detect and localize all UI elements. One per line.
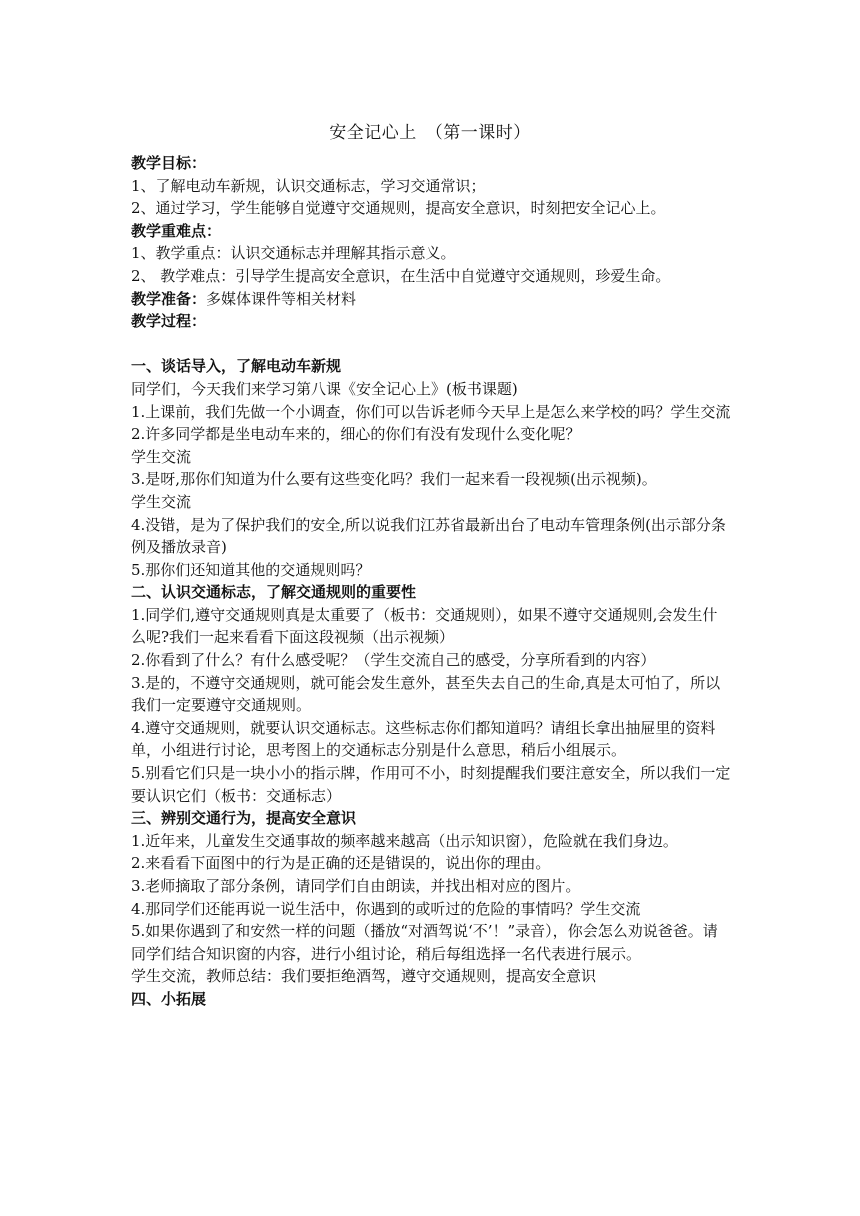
section-heading: 三、辨别交通行为，提高安全意识	[131, 809, 357, 828]
section-heading: 四、小拓展	[131, 989, 207, 1008]
section-line: 4.遵守交通规则，就要认识交通标志。这些标志你们都知道吗？请组长拿出抽屉里的资料单，小组进行讨论，思考图上的交通标志分别是什么意思，稍后小组展示。	[131, 718, 716, 760]
section-line: 4.那同学们还能再说一说生活中，你遇到的或听过的危险的事情吗？学生交流	[131, 899, 641, 918]
key-points-heading: 教学重难点：	[131, 221, 222, 240]
section-line: 1.近年来，儿童发生交通事故的频率越来越高（出示知识窗），危险就在我们身边。	[131, 831, 678, 850]
document-title: 安全记心上 （第一课时）	[329, 123, 531, 143]
section-line: 1.同学们,遵守交通规则真是太重要了（板书：交通规则），如果不遵守交通规则,会发生什么呢?我们一起来看看下面这段视频（出示视频）	[131, 605, 718, 647]
objective-item: 1、了解电动车新规，认识交通标志，学习交通常识；	[131, 176, 486, 195]
section-line: 学生交流，教师总结：我们要拒绝酒驾，遵守交通规则，提高安全意识	[131, 967, 597, 986]
preparation-heading: 教学准备：	[131, 289, 207, 308]
objective-item: 2、通过学习，学生能够自觉遵守交通规则，提高安全意识，时刻把安全记心上。	[131, 199, 666, 218]
blank-line	[131, 333, 731, 356]
objectives-heading: 教学目标：	[131, 154, 207, 172]
section-line: 2.你看到了什么？有什么感受呢？（学生交流自己的感受，分享所看到的内容）	[131, 651, 656, 670]
section-line: 同学们，今天我们来学习第八课《安全记心上》(板书课题)	[131, 379, 518, 398]
key-point-item: 2、 教学难点：引导学生提高安全意识，在生活中自觉遵守交通规则，珍爱生命。	[131, 266, 671, 285]
section-line: 3.是呀,那你们知道为什么要有这些变化吗？我们一起来看一段视频(出示视频)。	[131, 470, 657, 489]
document-body	[131, 152, 731, 1011]
section-line: 1.上课前，我们先做一个小调查，你们可以告诉老师今天早上是怎么来学校的吗？学生交流	[131, 402, 731, 421]
process-heading: 教学过程：	[131, 312, 207, 331]
section-line: 5.如果你遇到了和安然一样的问题（播放“对酒驾说‘不’！”录音），你会怎么劝说爸爸。请同学们结合知识窗的内容，进行小组讨论，稍后每组选择一名代表进行展示。	[131, 922, 718, 963]
section-line: 2.许多同学都是坐电动车来的，细心的你们有没有发现什么变化呢？	[131, 425, 581, 444]
section-line: 2.来看看下面图中的行为是正确的还是错误的，说出你的理由。	[131, 854, 551, 873]
section-line: 4.没错，是为了保护我们的安全,所以说我们江苏省最新出台了电动车管理条例(出示部分条例及播放录音)	[131, 515, 726, 557]
section-line: 学生交流	[131, 492, 192, 511]
section-line: 5.别看它们只是一块小小的指示牌，作用可不小，时刻提醒我们要注意安全，所以我们一定要认识它们（板书：交通标志）	[131, 764, 731, 805]
section-heading: 一、谈话导入，了解电动车新规	[131, 357, 342, 376]
section-line: 3.老师摘取了部分条例，请同学们自由朗读，并找出相对应的图片。	[131, 877, 581, 895]
preparation-text: 多媒体课件等相关材料	[206, 289, 357, 308]
section-line: 5.那你们还知道其他的交通规则吗？	[131, 560, 371, 579]
preparation-line	[131, 288, 731, 311]
section-line: 学生交流	[131, 447, 192, 466]
section-line: 3.是的，不遵守交通规则，就可能会发生意外，甚至失去自己的生命,真是太可怕了，所以我们一定要遵守交通规则。	[131, 673, 721, 715]
section-heading: 二、认识交通标志，了解交通规则的重要性	[131, 583, 417, 602]
key-point-item: 1、教学重点：认识交通标志并理解其指示意义。	[131, 244, 456, 263]
